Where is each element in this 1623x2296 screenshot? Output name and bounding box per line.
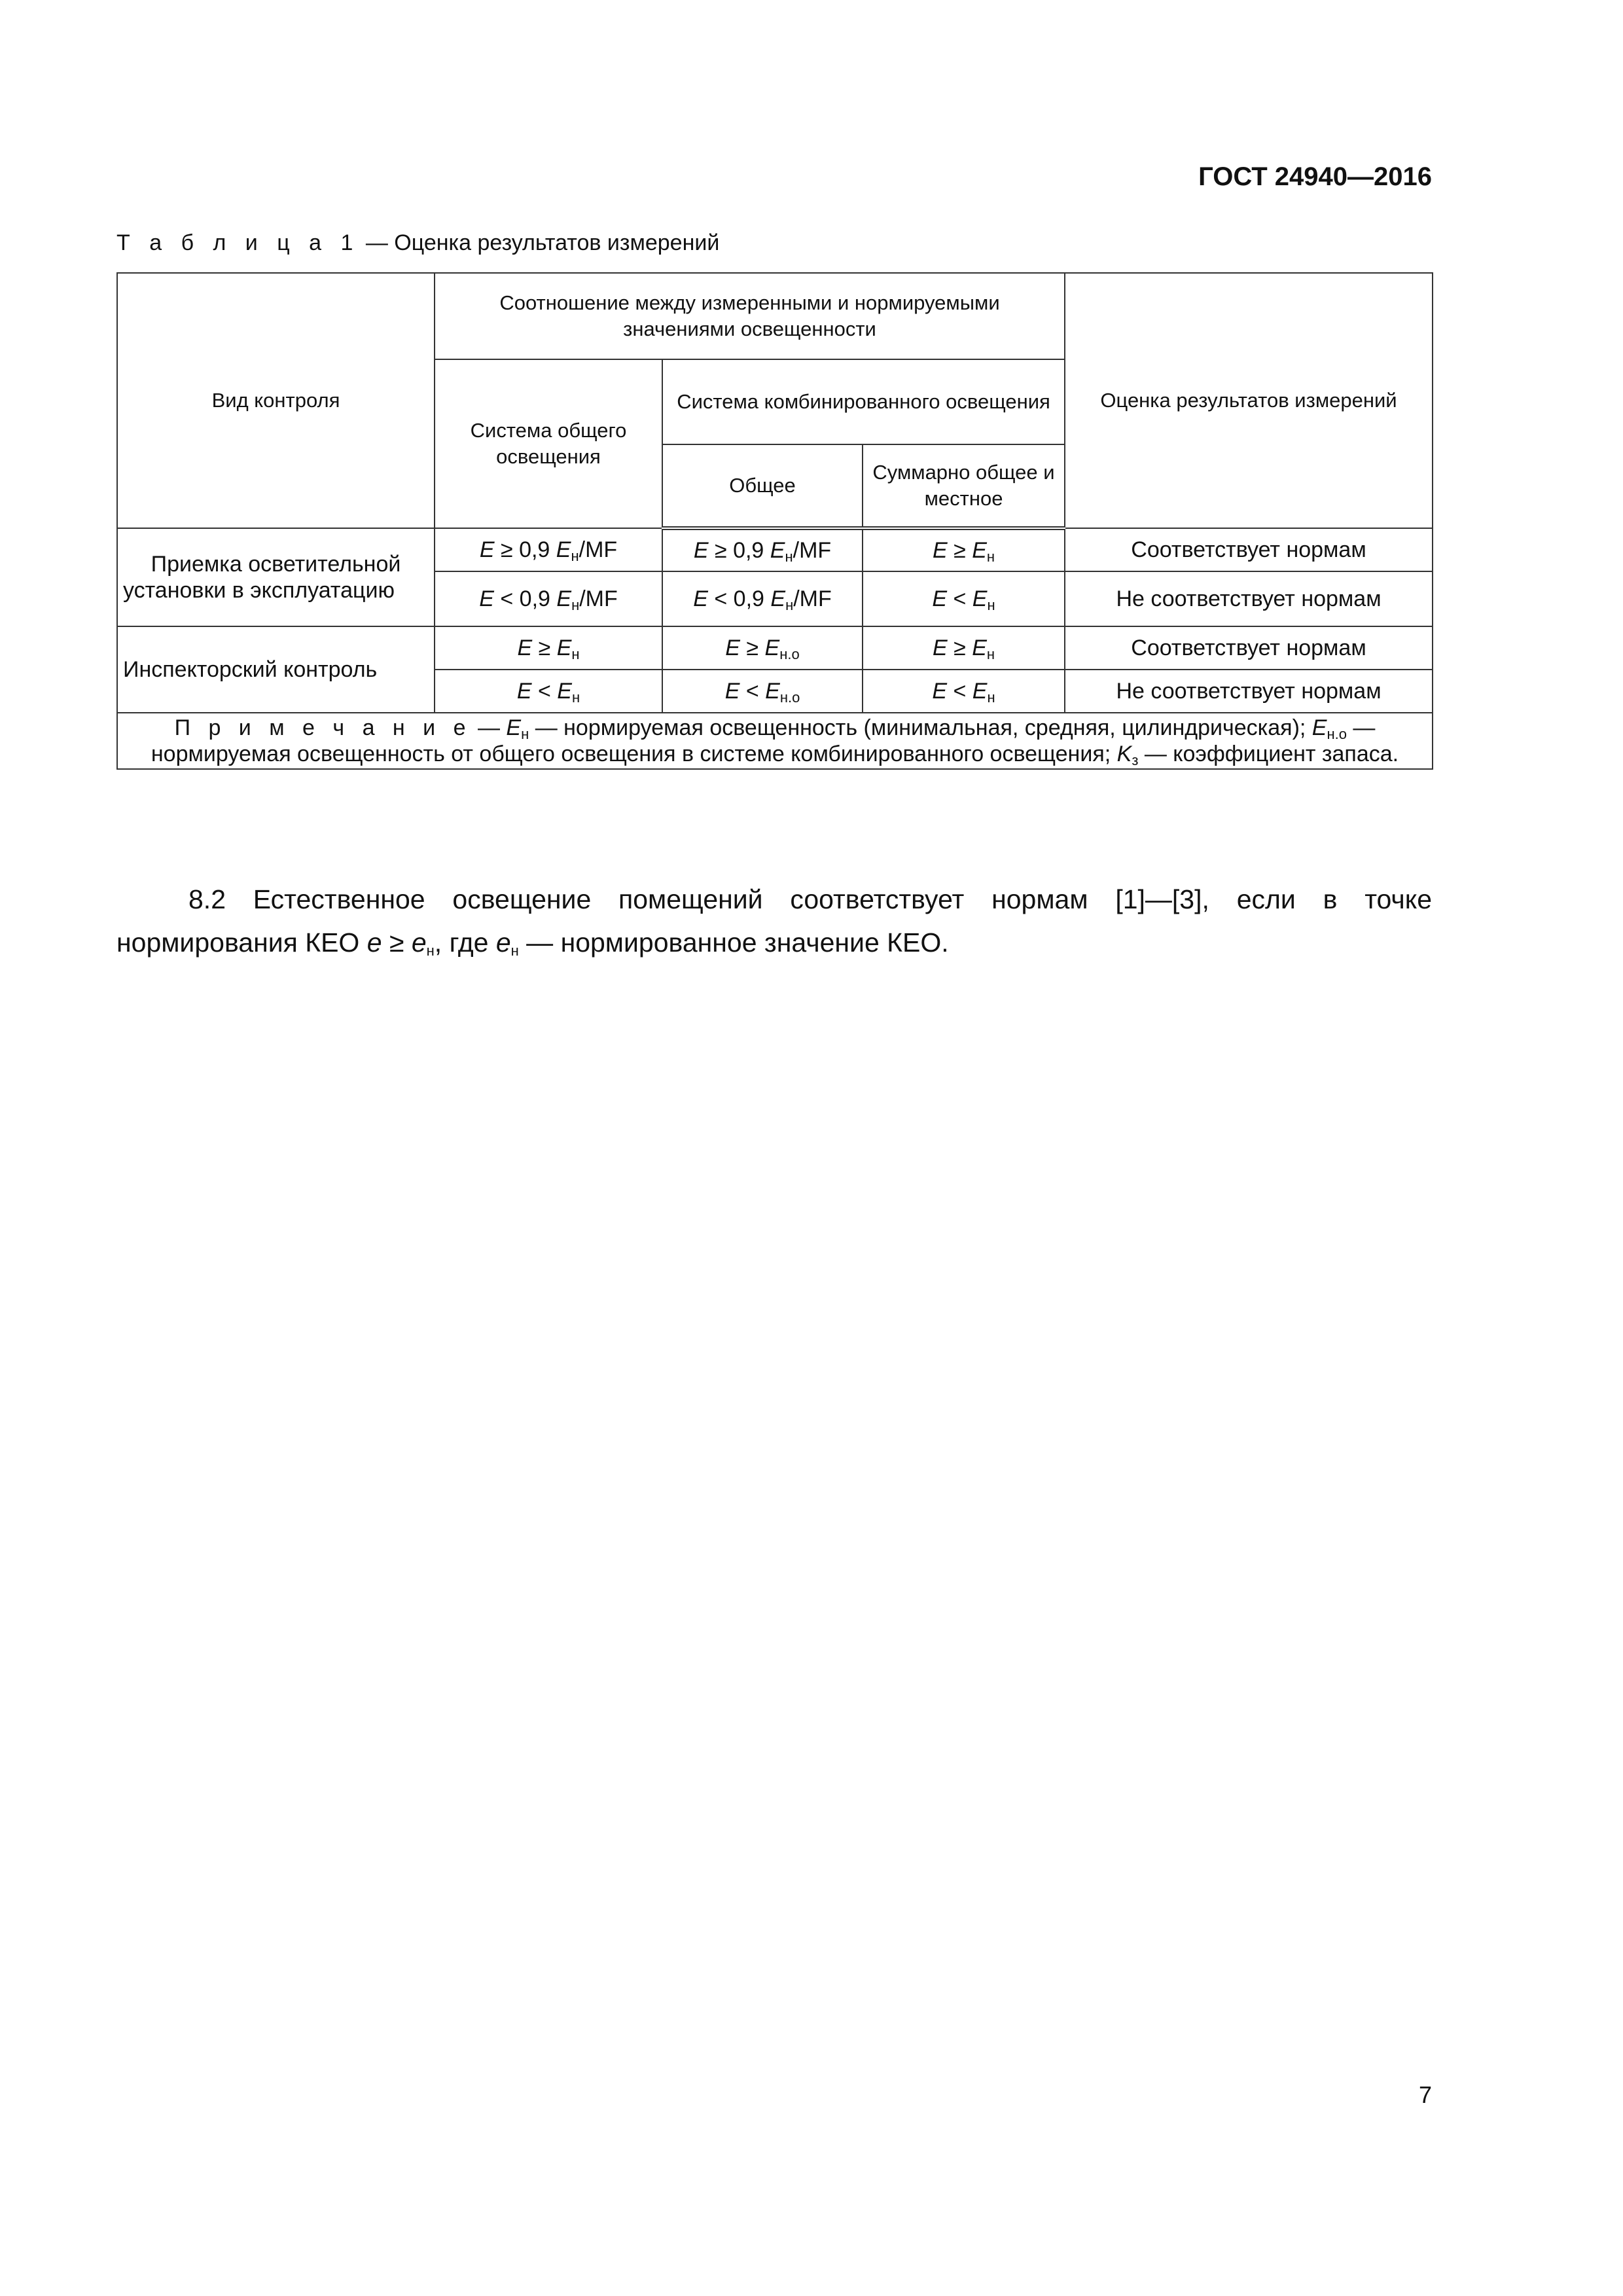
header-ratio: Соотношение между измеренными и нормируемыми значениями освещенности [435, 273, 1065, 359]
table-row [117, 626, 1433, 670]
cell-general [435, 571, 662, 626]
formula: E < 0,9 $E_н/MF$ [479, 586, 618, 613]
cell-combined-general [662, 571, 863, 626]
formula: $E < E_{н.о}$ [724, 679, 800, 706]
header-combined-general: Общее [662, 444, 863, 528]
cell-result: Не соответствует нормам [1065, 670, 1433, 713]
formula: $E < E_н$ [516, 679, 580, 706]
header-general-system: Система общего освещения [435, 359, 662, 528]
note-text: — $E_н$ — нормируемая освещенность (минимальная, средняя, цилиндрическая); $E_{н.о}$ — нормируемая освещенность от общего освещения в системе комбинированного освещения; $K_з$ — коэффициент запаса. [151, 715, 1399, 768]
formula: E < 0,9 $E_н/MF$ [693, 586, 832, 613]
cell-combined-total [863, 571, 1065, 626]
header-result: Оценка результатов измерений [1065, 273, 1433, 528]
cell-general [435, 670, 662, 713]
table-row [117, 528, 1433, 571]
table-caption [116, 230, 719, 256]
cell-result: Соответствует нормам [1065, 626, 1433, 670]
table-note-row [117, 713, 1433, 769]
cell-general [435, 626, 662, 670]
formula: $E < E_н$ [932, 586, 995, 613]
cell-combined-total [863, 626, 1065, 670]
cell-combined-general [662, 670, 863, 713]
note-label: П р и м е ч а н и е [174, 715, 472, 740]
paragraph-text: 8.2 Естественное освещение помещений соответствует нормам [1]—[3], если в точке нормирования КЕО $e \ge e_н$, где $e_н$ — нормированное значение КЕО. [116, 884, 1432, 959]
table-caption-label: Т а б л и ц а 1 [116, 230, 360, 255]
table-note [117, 713, 1433, 769]
header-combined-total: Суммарно общее и местное [863, 444, 1065, 528]
page-number: 7 [1418, 2081, 1432, 2108]
paragraph-8-2 [116, 878, 1432, 964]
formula: E ≥ 0,9 $E_н/MF$ [693, 538, 832, 565]
header-combined-system: Система комбинированного освещения [662, 359, 1065, 444]
cell-combined-total [863, 670, 1065, 713]
cell-combined-general [662, 626, 863, 670]
evaluation-table [116, 272, 1433, 770]
formula: $E < E_н$ [932, 679, 995, 706]
document-code: ГОСТ 24940—2016 [1198, 162, 1432, 191]
cell-result: Не соответствует нормам [1065, 571, 1433, 626]
table-caption-title: — Оценка результатов измерений [365, 230, 720, 255]
formula: $E \ge E_н$ [517, 636, 580, 662]
cell-general [435, 528, 662, 571]
row-label-acceptance: Приемка осветительной установки в эксплуатацию [117, 528, 435, 626]
cell-combined-total [863, 528, 1065, 571]
header-kind: Вид контроля [117, 273, 435, 528]
formula: $E \ge E_н$ [932, 538, 995, 565]
formula: E ≥ 0,9 $E_н/MF$ [479, 537, 618, 564]
formula: $E \ge E_{н.о}$ [725, 636, 800, 662]
formula: $E \ge E_н$ [932, 636, 995, 662]
row-label-inspection: Инспекторский контроль [117, 626, 435, 713]
cell-combined-general [662, 528, 863, 571]
cell-result: Соответствует нормам [1065, 528, 1433, 571]
